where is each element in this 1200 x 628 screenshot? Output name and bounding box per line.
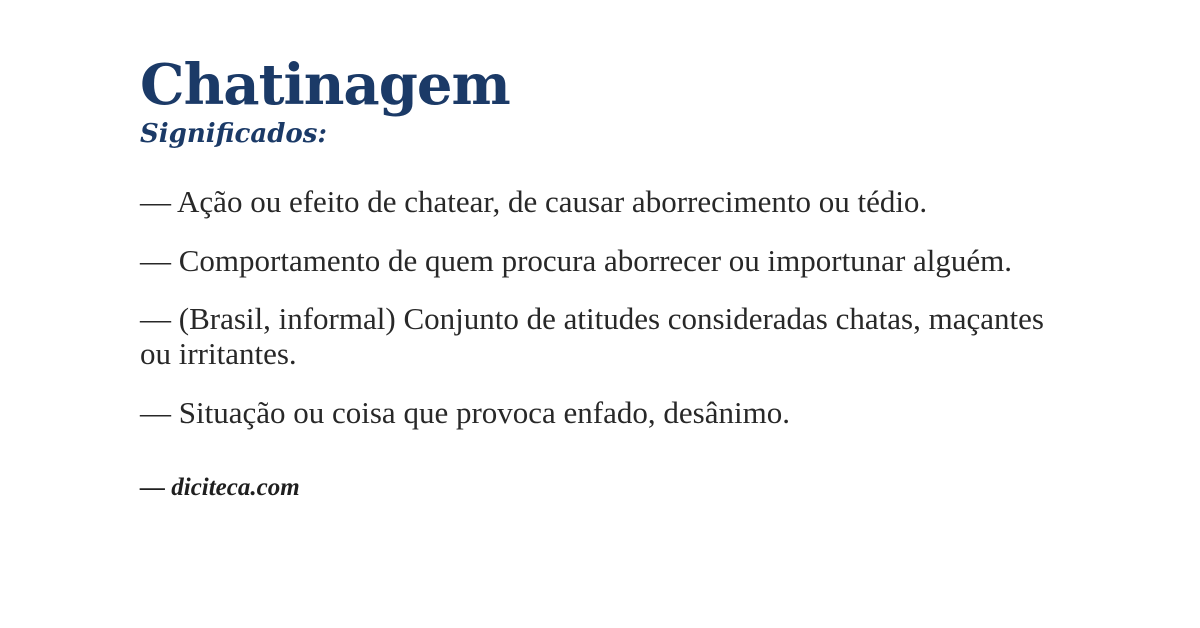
definition-item: — Ação ou efeito de chatear, de causar aborrecimento ou tédio. — [140, 183, 928, 219]
word-title: Chatinagem — [140, 52, 510, 118]
definition-item: — (Brasil, informal) Conjunto de atitudes consideradas chatas, maçantes ou irritantes. — [140, 301, 1044, 371]
definition-item: — Situação ou coisa que provoca enfado, desânimo. — [140, 394, 790, 430]
definitions-list — [140, 185, 1070, 431]
definition-item: — Comportamento de quem procura aborrecer ou importunar alguém. — [140, 242, 1013, 278]
site-attribution: — diciteca.com — [140, 474, 300, 502]
meanings-label: Significados: — [140, 118, 327, 149]
